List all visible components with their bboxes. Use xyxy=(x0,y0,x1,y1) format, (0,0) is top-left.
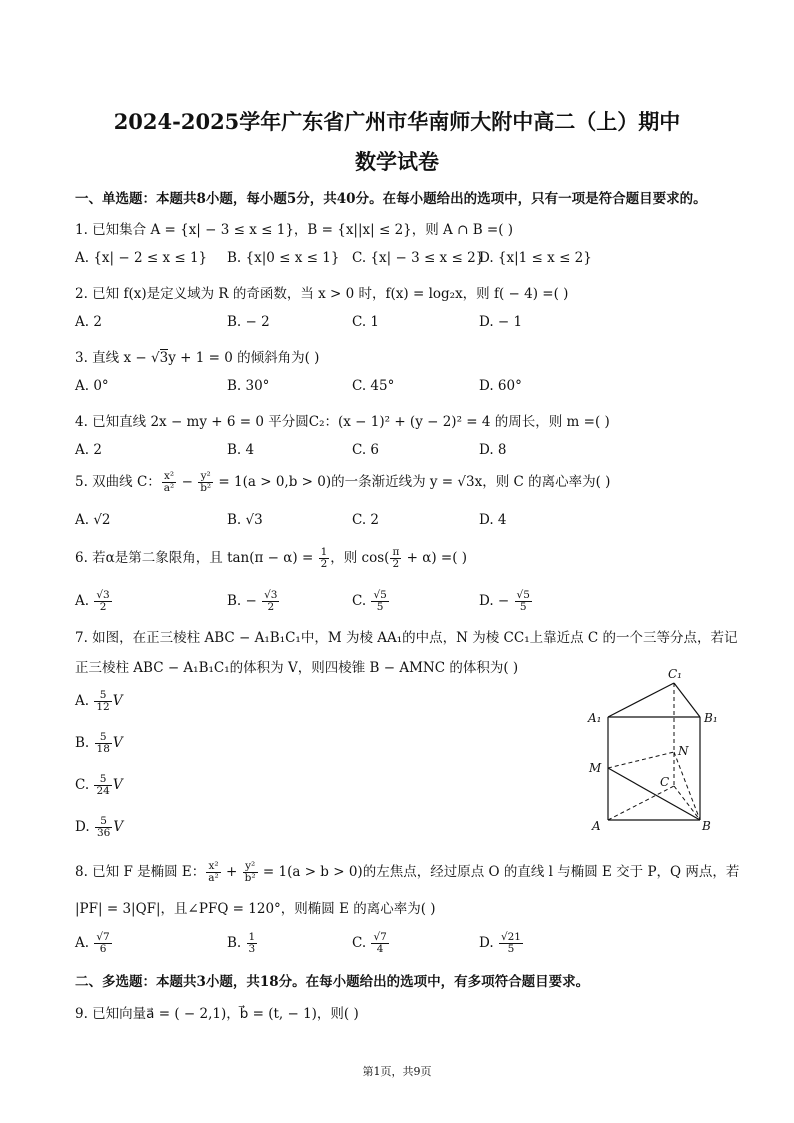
question-8-option-c[interactable] xyxy=(352,932,390,955)
question-4-option-c[interactable]: C. 6 xyxy=(352,442,380,458)
exam-title-line2: 数学试卷 xyxy=(355,149,439,174)
option-fraction xyxy=(371,932,388,955)
plus-sign: + xyxy=(221,864,242,880)
question-8-stem-line1 xyxy=(75,860,739,884)
question-5-option-b[interactable]: B. √3 xyxy=(227,512,263,528)
question-2-stem: 2. 已知 f(x)是定义域为 R 的奇函数，当 x > 0 时，f(x) = log₂x，则 f( − 4) =( ) xyxy=(75,286,569,302)
fraction-numerator: √5 xyxy=(373,589,387,601)
fraction-numerator: y² xyxy=(243,861,258,873)
fraction-numerator: 5 xyxy=(95,732,112,744)
question-3-stem-part-a: 3. 直线 x − xyxy=(75,350,151,366)
prism-figure xyxy=(580,660,730,840)
question-5-option-a[interactable]: A. √2 xyxy=(75,512,111,528)
fraction-numerator: 1 xyxy=(320,546,328,558)
question-5-option-c[interactable]: C. 2 xyxy=(352,512,380,528)
fraction-denominator: a² xyxy=(208,872,219,884)
fraction-numerator: √3 xyxy=(264,589,278,601)
question-5-fraction-x xyxy=(162,471,176,494)
question-7-option-d[interactable] xyxy=(75,816,123,839)
fraction-numerator: y² xyxy=(198,471,213,483)
option-prefix: B. − xyxy=(227,593,262,609)
option-fraction xyxy=(94,690,111,713)
question-3-stem: 3. 直线 x − √3y + 1 = 0 的倾斜角为( ) xyxy=(75,350,320,366)
option-prefix: C. xyxy=(75,777,94,793)
section-single-choice-heading: 一、单选题：本题共8小题，每小题5分，共40分。在每小题给出的选项中，只有一项是符合题目要求的。 xyxy=(75,191,707,207)
edge-a-c xyxy=(608,786,674,820)
option-fraction xyxy=(499,932,523,955)
question-7-stem-line1: 7. 如图，在正三棱柱 ABC − A₁B₁C₁中，M 为棱 AA₁的中点，N 为棱 CC₁上靠近点 C 的一个三等分点，若记 xyxy=(75,630,738,646)
label-c: C xyxy=(660,775,670,789)
fraction-numerator: x² xyxy=(206,861,220,873)
question-6-stem xyxy=(75,546,467,570)
option-fraction xyxy=(371,590,388,613)
question-1-options xyxy=(75,250,635,274)
fraction-numerator: √5 xyxy=(516,589,530,601)
label-b: B xyxy=(702,819,711,833)
edge-c-b xyxy=(674,786,700,820)
fraction-denominator: b² xyxy=(244,872,256,884)
question-1-option-d[interactable]: D. {x|1 ≤ x ≤ 2} xyxy=(479,250,592,266)
option-fraction xyxy=(94,590,111,613)
question-2-option-c[interactable]: C. 1 xyxy=(352,314,380,330)
question-6-fraction-half xyxy=(319,547,330,570)
question-5-stem xyxy=(75,470,610,494)
question-6-stem-part-a: 6. 若α是第二象限角，且 tan(π − α) = xyxy=(75,550,318,566)
label-c1: C₁ xyxy=(668,667,682,681)
option-fraction xyxy=(95,816,112,839)
question-4-option-b[interactable]: B. 4 xyxy=(227,442,255,458)
option-fraction xyxy=(247,932,258,955)
question-3-option-c[interactable]: C. 45° xyxy=(352,378,395,394)
question-2-option-b[interactable]: B. − 2 xyxy=(227,314,270,330)
question-2-options xyxy=(75,314,635,338)
page-footer: 第1页，共9页 xyxy=(362,1065,432,1078)
question-3-option-d[interactable]: D. 60° xyxy=(479,378,522,394)
question-8-options xyxy=(75,932,635,956)
question-1-option-b[interactable]: B. {x|0 ≤ x ≤ 1} xyxy=(227,250,340,266)
option-fraction xyxy=(262,590,279,613)
label-m: M xyxy=(589,761,602,775)
fraction-numerator: π xyxy=(392,546,400,558)
fraction-denominator: 36 xyxy=(96,827,111,839)
fraction-denominator: 5 xyxy=(519,601,527,613)
question-6-option-c[interactable] xyxy=(352,590,390,613)
option-prefix: D. − xyxy=(479,593,514,609)
fraction-numerator: x² xyxy=(162,471,176,483)
question-3-option-b[interactable]: B. 30° xyxy=(227,378,270,394)
option-prefix: D. xyxy=(75,819,94,835)
fraction-denominator: 5 xyxy=(376,601,384,613)
option-prefix: A. xyxy=(75,593,94,609)
fraction-denominator: 2 xyxy=(99,601,107,613)
option-prefix: C. xyxy=(352,935,371,951)
fraction-denominator: 12 xyxy=(96,701,110,713)
fraction-denominator: b² xyxy=(200,482,212,494)
option-fraction xyxy=(515,590,532,613)
question-5-stem-part-b: = 1(a > 0,b > 0)的一条渐近线为 y = √3x，则 C 的离心率为( ) xyxy=(214,474,611,490)
option-fraction xyxy=(94,932,111,955)
fraction-denominator: 2 xyxy=(267,601,275,613)
question-8-stem-part-a: 8. 已知 F 是椭圆 E： xyxy=(75,864,206,880)
question-6-stem-part-c: + α) =( ) xyxy=(402,550,468,566)
edge-m-n xyxy=(608,752,674,768)
question-6-stem-part-b: ，则 cos( xyxy=(330,550,390,566)
question-8-stem-line2: |PF| = 3|QF|，且∠PFQ = 120°，则椭圆 E 的离心率为( ) xyxy=(75,901,436,917)
question-5-fraction-y xyxy=(198,471,213,494)
fraction-denominator: 18 xyxy=(96,743,110,755)
label-a: A xyxy=(592,819,601,833)
question-6-option-d[interactable] xyxy=(479,590,533,613)
option-suffix: V xyxy=(112,693,123,709)
section-multiple-choice-heading: 二、多选题：本题共3小题，共18分。在每小题给出的选项中，有多项符合题目要求。 xyxy=(75,974,590,990)
label-a1: A₁ xyxy=(588,711,602,725)
question-6-option-b[interactable] xyxy=(227,590,280,613)
question-5-option-d[interactable]: D. 4 xyxy=(479,512,507,528)
fraction-numerator: √7 xyxy=(373,931,387,943)
question-6-option-a[interactable] xyxy=(75,590,113,613)
question-8-option-a[interactable] xyxy=(75,932,113,955)
question-7-option-a[interactable] xyxy=(75,690,122,713)
fraction-denominator: 2 xyxy=(320,558,328,570)
question-8-option-d[interactable] xyxy=(479,932,524,955)
fraction-denominator: 2 xyxy=(392,558,400,570)
fraction-denominator: 6 xyxy=(99,943,107,955)
question-3-sqrt-radicand: 3 xyxy=(159,350,169,366)
question-5-options xyxy=(75,512,635,536)
question-5-stem-part-a: 5. 双曲线 C： xyxy=(75,474,161,490)
exam-title-line1: 2024-2025学年广东省广州市华南师大附中高二（上）期中 xyxy=(113,109,681,134)
fraction-denominator: 3 xyxy=(248,943,256,955)
question-9-stem: 9. 已知向量a⃗ = ( − 2,1)，b⃗ = (t, − 1)，则( ) xyxy=(75,1006,359,1022)
option-prefix: B. xyxy=(227,935,246,951)
question-4-stem: 4. 已知直线 2x − my + 6 = 0 平分圆C₂：(x − 1)² + (y − 2)² = 4 的周长，则 m =( ) xyxy=(75,414,610,430)
question-4-option-d[interactable]: D. 8 xyxy=(479,442,507,458)
option-prefix: A. xyxy=(75,935,94,951)
option-prefix: C. xyxy=(352,593,371,609)
edge-a1-c1 xyxy=(608,683,674,717)
option-suffix: V xyxy=(112,735,123,751)
question-1-option-c[interactable]: C. {x| − 3 ≤ x ≤ 2} xyxy=(352,250,485,266)
fraction-numerator: 1 xyxy=(248,931,256,943)
question-3-option-a[interactable]: A. 0° xyxy=(75,378,109,394)
question-7-option-c[interactable] xyxy=(75,774,123,797)
question-6-fraction-pi-half xyxy=(390,547,401,570)
fraction-denominator: 4 xyxy=(376,943,384,955)
question-7-stem-line2: 正三棱柱 ABC − A₁B₁C₁的体积为 V，则四棱锥 B − AMNC 的体积为( ) xyxy=(75,660,519,676)
option-fraction xyxy=(94,774,111,797)
question-2-option-d[interactable]: D. − 1 xyxy=(479,314,523,330)
question-8-fraction-x xyxy=(206,861,220,884)
option-prefix: D. xyxy=(479,935,498,951)
minus-sign: − xyxy=(177,474,198,490)
edge-c1-b1 xyxy=(674,683,700,717)
option-prefix: A. xyxy=(75,693,94,709)
question-2-option-a[interactable]: A. 2 xyxy=(75,314,102,330)
fraction-denominator: 24 xyxy=(96,785,110,797)
fraction-numerator: √21 xyxy=(500,931,521,943)
fraction-denominator: a² xyxy=(163,482,175,494)
question-7-option-b[interactable] xyxy=(75,732,123,755)
fraction-numerator: 5 xyxy=(94,690,111,702)
question-3-stem-part-b: y + 1 = 0 的倾斜角为( ) xyxy=(168,350,320,366)
fraction-denominator: 5 xyxy=(507,943,515,955)
question-8-stem-part-b: = 1(a > b > 0)的左焦点，经过原点 O 的直线 l 与椭圆 E 交于 P，Q 两点，若 xyxy=(258,864,740,880)
question-8-option-b[interactable] xyxy=(227,932,258,955)
question-1-option-a[interactable]: A. {x| − 2 ≤ x ≤ 1} xyxy=(75,250,208,266)
label-n: N xyxy=(678,744,689,758)
option-suffix: V xyxy=(112,777,123,793)
question-8-fraction-y xyxy=(243,861,258,884)
question-4-option-a[interactable]: A. 2 xyxy=(75,442,102,458)
option-prefix: B. xyxy=(75,735,94,751)
question-3-options xyxy=(75,378,635,402)
fraction-numerator: √3 xyxy=(96,589,110,601)
option-fraction xyxy=(95,732,112,755)
question-4-options xyxy=(75,442,635,466)
edge-m-b xyxy=(608,768,700,820)
label-b1: B₁ xyxy=(704,711,718,725)
fraction-numerator: 5 xyxy=(94,774,111,786)
edge-n-b xyxy=(674,752,700,820)
question-6-options xyxy=(75,590,635,614)
option-suffix: V xyxy=(113,819,124,835)
fraction-numerator: √7 xyxy=(96,931,110,943)
fraction-numerator: 5 xyxy=(95,816,112,828)
question-1-stem: 1. 已知集合 A = {x| − 3 ≤ x ≤ 1}，B = {x||x| ≤ 2}，则 A ∩ B =( ) xyxy=(75,222,514,238)
